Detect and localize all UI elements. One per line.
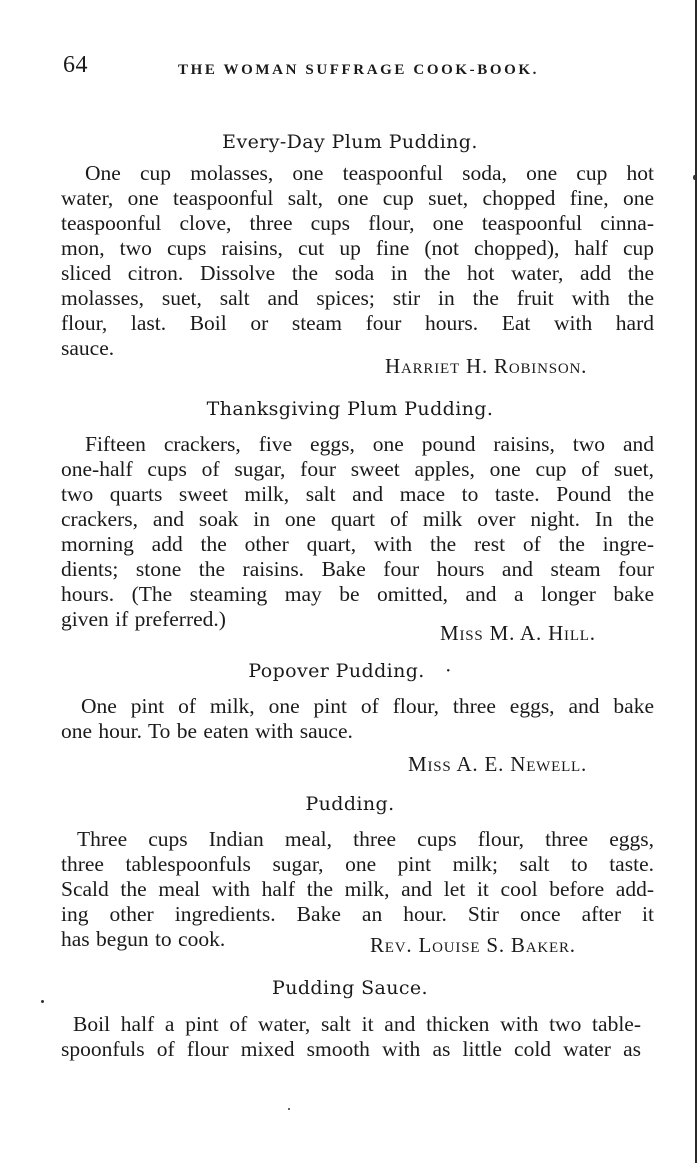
page-number: 64 (63, 52, 88, 78)
print-speck (288, 1108, 290, 1110)
text-line: Scald the meal with half the milk, and let it cool before add- (61, 877, 654, 901)
recipe-author: Miss A. E. Newell. (408, 752, 588, 776)
text-line: given if preferred.) (61, 607, 226, 631)
printer-mark: · (445, 660, 452, 682)
recipe-title: Thanksgiving Plum Pudding. (206, 398, 494, 420)
recipe-body (61, 694, 654, 744)
text-line: Three cups Indian meal, three cups flour, three eggs, (77, 827, 654, 851)
text-line: teaspoonful clove, three cups flour, one teaspoonful cinna- (61, 211, 654, 235)
text-line: One pint of milk, one pint of flour, three eggs, and bake (81, 694, 654, 718)
print-speck (693, 175, 696, 180)
text-line: two quarts sweet milk, salt and mace to taste. Pound the (61, 482, 654, 506)
text-line: hours. (The steaming may be omitted, and a longer bake (61, 582, 654, 606)
running-head: THE WOMAN SUFFRAGE COOK-BOOK. (178, 62, 539, 78)
text-line: three tablespoonfuls sugar, one pint milk; salt to taste. (61, 852, 654, 876)
recipe-title-row (0, 660, 700, 682)
recipe-author: Harriet H. Robinson. (385, 354, 588, 378)
recipe-body (61, 161, 654, 361)
print-speck (41, 1000, 44, 1003)
text-line: has begun to cook. (61, 927, 226, 951)
recipe-body (61, 432, 654, 632)
text-line: mon, two cups raisins, cut up fine (not chopped), half cup (61, 236, 654, 260)
recipe-title: Pudding Sauce. (272, 977, 428, 999)
recipe-body (61, 1012, 641, 1062)
text-line: ing other ingredients. Bake an hour. Stir once after it (61, 902, 654, 926)
recipe-author: Rev. Louise S. Baker. (370, 933, 576, 957)
recipe-author: Miss M. A. Hill. (440, 621, 596, 645)
text-line: one-half cups of sugar, four sweet apples, one cup of suet, (61, 457, 654, 481)
text-line: dients; stone the raisins. Bake four hours and steam four (61, 557, 654, 581)
text-line: morning add the other quart, with the rest of the ingre- (61, 532, 654, 556)
text-line: one hour. To be eaten with sauce. (61, 719, 353, 743)
text-line: sliced citron. Dissolve the soda in the hot water, add the (61, 261, 654, 285)
recipe-title: Pudding. (305, 793, 395, 815)
text-line: molasses, suet, salt and spices; stir in the fruit with the (61, 286, 654, 310)
text-line: spoonfuls of flour mixed smooth with as little cold water as (61, 1037, 641, 1061)
text-line: crackers, and soak in one quart of milk over night. In the (61, 507, 654, 531)
text-line: flour, last. Boil or steam four hours. Eat with hard (61, 311, 654, 335)
text-line: One cup molasses, one teaspoonful soda, one cup hot (85, 161, 654, 185)
text-line: sauce. (61, 336, 115, 360)
text-line: Fifteen crackers, five eggs, one pound raisins, two and (85, 432, 654, 456)
text-line: water, one teaspoonful salt, one cup suet, chopped fine, one (61, 186, 654, 210)
recipe-title: Every-Day Plum Pudding. (222, 131, 478, 153)
text-line: Boil half a pint of water, salt it and thicken with two table- (73, 1012, 641, 1036)
recipe-title: Popover Pudding. (248, 660, 425, 682)
